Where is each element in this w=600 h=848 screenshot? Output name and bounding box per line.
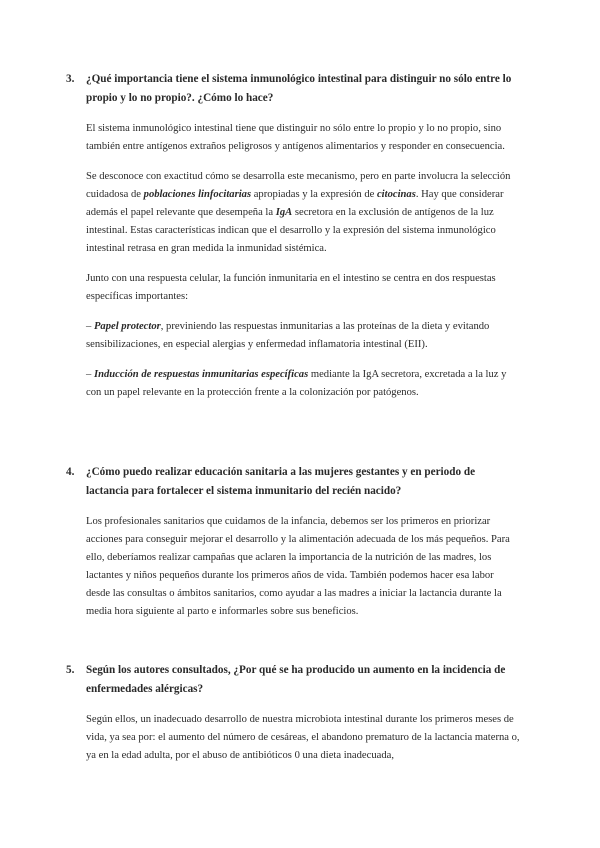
emphasis-term: IgA [275,207,293,218]
bullet-item: – Papel protector, previniendo las respuestas inmunitarias a las proteínas de la dieta y evitando sensibilizaciones, en especial alergias y enfermedad inflamatoria intestinal (EII). [86,321,490,350]
bullet-item: – Inducción de respuestas inmunitarias específicas mediante la IgA secretora, excretada a la luz y con un papel relevante en la protección frente a la colonización por patógenos. [86,369,507,398]
question-section-3 [66,70,520,402]
question-heading [66,463,520,501]
question-title: ¿Cómo puedo realizar educación sanitaria a las mujeres gestantes y en periodo de lactancia para fortalecer el sistema inmunitario del recién nacido? [86,466,476,497]
answer-paragraph: Los profesionales sanitarios que cuidamos de la infancia, debemos ser los primeros en priorizar acciones para conseguir mejorar el desarrollo y la alimentación adecuada de los más pequeños. Para ello, deberíamos realizar campañas que aclaren la importancia de la nutrición de las madres, los lactantes y niños pequeños durante los primeros años de vida. También podemos hacer esa labor desde las consultas o ámbitos sanitarios, como ayudar a las madres a iniciar la lactancia durante la media hora siguiente al parto e informarles sobre sus beneficios. [86,516,510,617]
emphasis-term: citocinas [376,189,416,200]
question-number: 4. [66,466,75,478]
question-number: 5. [66,664,75,676]
emphasis-term: Papel protector [93,321,161,332]
question-title: Según los autores consultados, ¿Por qué se ha producido un aumento en la incidencia de enfermedades alérgicas? [86,664,506,695]
answer-paragraph: El sistema inmunológico intestinal tiene que distinguir no sólo entre lo propio y lo no propio, sino también entre antígenos extraños peligrosos y antígenos alimentarios y responder en consecuencia. [86,123,505,152]
question-heading [66,70,520,108]
emphasis-term: Inducción de respuestas inmunitarias específicas [93,369,309,380]
answer-paragraph: Según ellos, un inadecuado desarrollo de nuestra microbiota intestinal durante los primeros meses de vida, ya sea por: el aumento del número de cesáreas, el abandono prematuro de la lactancia materna o, ya en la edad adulta, por el abuso de antibióticos 0 una dieta inadecuada, [86,714,520,761]
question-section-5 [66,661,520,765]
emphasis-term: poblaciones linfocitarias [143,189,252,200]
answer-paragraph: Se desconoce con exactitud cómo se desarrolla este mecanismo, pero en parte involucra la selección cuidadosa de poblaciones linfocitarias apropiadas y la expresión de citocinas. Hay que considerar además el papel relevante que desempeña la IgA secretora en la exclusión de antígenos de la luz intestinal. Estas características indican que el desarrollo y la expresión del sistema inmunológico intestinal retrasa en gran medida la inmunidad sistémica. [86,171,511,254]
question-heading [66,661,520,699]
answer-paragraph: Junto con una respuesta celular, la función inmunitaria en el intestino se centra en dos respuestas específicas importantes: [86,273,496,302]
question-title: ¿Qué importancia tiene el sistema inmunológico intestinal para distinguir no sólo entre lo propio y lo no propio?. ¿Cómo lo hace? [86,73,512,104]
question-number: 3. [66,73,75,85]
question-section-4 [66,463,520,621]
